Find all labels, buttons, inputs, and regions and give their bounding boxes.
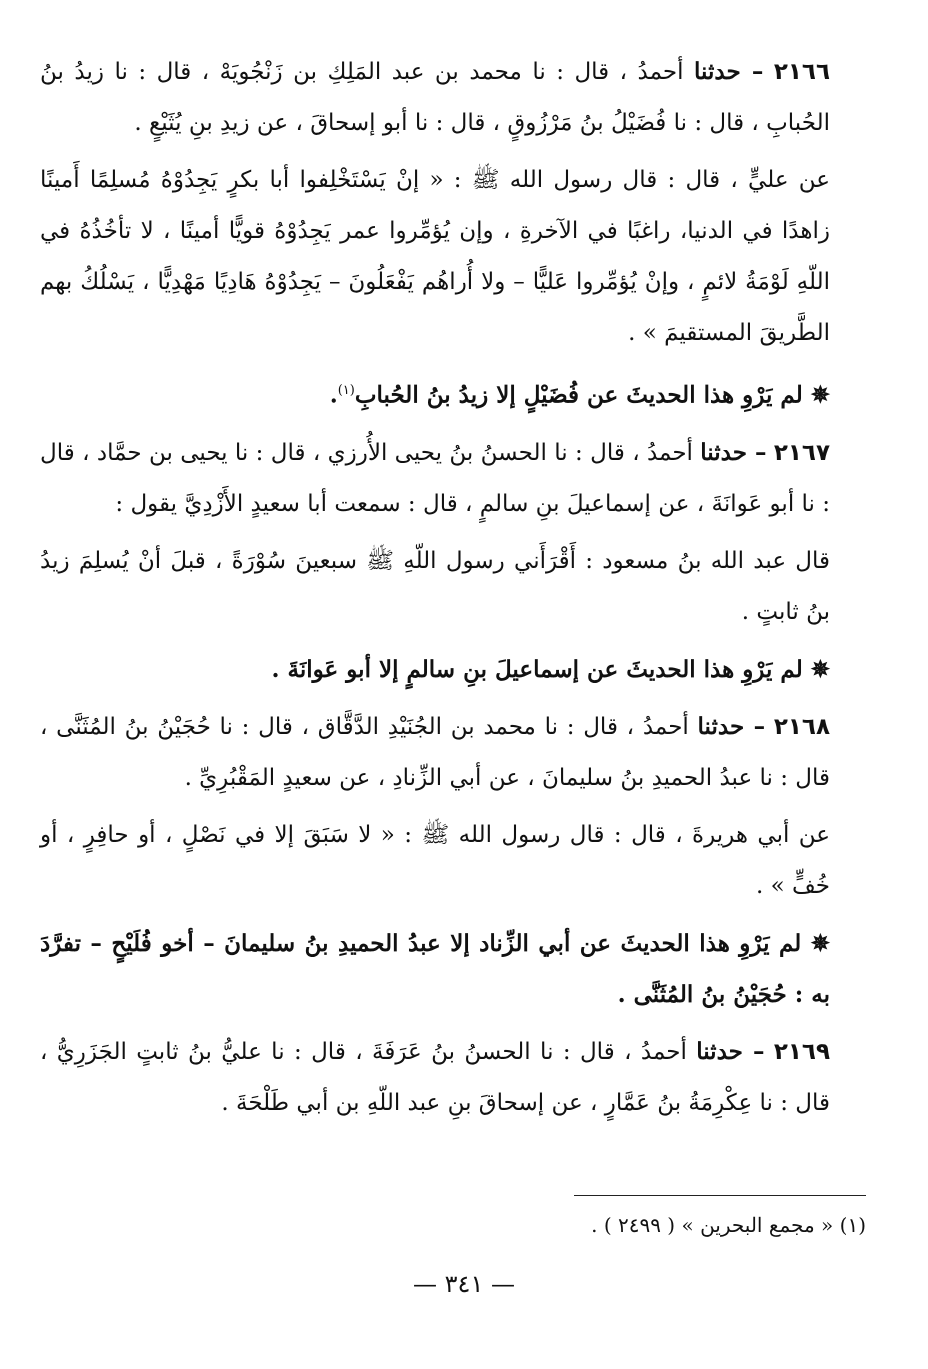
hadith-number: ٢١٦٧ bbox=[773, 439, 830, 466]
note-text: ✵ لم يَرْوِ هذا الحديثَ عن فُضَيْلٍ إلا زيدُ بنُ الحُبابِ bbox=[354, 381, 830, 409]
footnote-ref[interactable]: (١) bbox=[337, 383, 355, 398]
hadith-2166-note bbox=[40, 365, 866, 421]
hadith-2167-note: ✵ لم يَرْوِ هذا الحديثَ عن إسماعيلَ بنِ سالمٍ إلا أبو عَوانَةَ . bbox=[271, 655, 830, 683]
hadith-2169-isnad bbox=[40, 1026, 866, 1129]
hadith-2166-matn: عن عليٍّ ، قال : قال رسول الله ﷺ : « إنْ يَسْتَخْلِفوا أبا بكرٍ يَجِدُوْهُ مُسلِمًا أَمينًا زاهدًا في الدنيا، راغبًا في الآخرةِ ، وإن يُؤمِّروا عمر يَجِدُوْهُ قويًّا أمينًا ، لا تأخُذُهُ في اللّهِ لَوْمَةُ لائمٍ ، وإنْ يُؤمِّروا عَليًّا – ولا أُراهُم يَفْعَلُونَ – يَجِدُوْهُ هَادِيًا مَهْدِيًّا ، يَسْلُكُ بهم الطَّريقَ المستقيمَ » . bbox=[40, 167, 830, 346]
hadith-intro: – حدثنا bbox=[696, 1037, 765, 1065]
hadith-intro: – حدثنا bbox=[694, 58, 764, 85]
note-end: . bbox=[329, 381, 338, 409]
isnad-text: أحمدُ ، قال : نا الحسنُ بنُ يحيى الأُرزي ، قال : نا يحيى بن حمَّاد ، قال : نا أبو عَوانَةَ ، عن إسماعيلَ بنِ سالمٍ ، قال : سمعت أبا سعيدٍ الأَزْدِيَّ يقول : bbox=[40, 439, 830, 517]
hadith-2168-matn: عن أبي هريرةَ ، قال : قال رسول الله ﷺ : « لا سَبَقَ إلا في نَصْلٍ ، أو حافِرٍ ، أو خُفٍّ » . bbox=[40, 821, 830, 899]
hadith-number: ٢١٦٨ bbox=[773, 713, 830, 740]
hadith-intro: – حدثنا bbox=[697, 712, 766, 740]
isnad-text: أحمدُ ، قال : نا الحسنُ بنُ عَرَفَةَ ، قال : نا عليُّ بنُ ثابتٍ الجَزَرِيُّ ، قال : نا عِكْرِمَةُ بنُ عَمَّارٍ ، عن إسحاقَ بنِ عبد اللّهِ بن أبي طَلْحَةَ . bbox=[40, 1038, 830, 1116]
isnad-text: أحمدُ ، قال : نا محمد بن الجُنَيْدِ الدَّقَّاق ، قال : نا حُجَيْنُ بنُ المُثَنَّى ، قال : نا عبدُ الحميدِ بنُ سليمانَ ، عن أبي الزِّنادِ ، عن سعيدٍ المَقْبُرِيِّ . bbox=[40, 713, 830, 791]
hadith-2167-matn: قال عبد الله بنُ مسعود : أَقْرَأَني رسول اللّهِ ﷺ سبعينَ سُوْرَةً ، قبلَ أنْ يُسلِمَ زيدُ بنُ ثابتٍ . bbox=[40, 547, 830, 625]
page-number: — ٣٤١ — bbox=[413, 1270, 515, 1298]
footnote: (١) « مجمع البحرين » ( ٢٤٩٩ ) . bbox=[591, 1213, 866, 1237]
hadith-number: ٢١٦٦ bbox=[773, 59, 830, 85]
hadith-number: ٢١٦٩ bbox=[773, 1038, 830, 1065]
hadith-2166-isnad bbox=[40, 46, 866, 149]
hadith-2168-note: ✵ لم يَرْوِ هذا الحديثَ عن أبي الزِّناد إلا عبدُ الحميدِ بنُ سليمانَ – أخو فُلَيْحٍ – تفرَّدَ به : حُجَيْنُ بنُ المُثَنَّى . bbox=[40, 929, 830, 1008]
hadith-intro: – حدثنا bbox=[700, 438, 767, 466]
hadith-2167-isnad bbox=[40, 427, 866, 530]
footnote-divider bbox=[574, 1195, 866, 1196]
page-body bbox=[40, 46, 866, 1135]
hadith-2168-isnad bbox=[40, 701, 866, 804]
isnad-text: أحمدُ ، قال : نا محمد بن عبد المَلِكِ بن زَنْجُويَهْ ، قال : نا زيدُ بنُ الحُبابِ ، قال : نا فُضَيْلُ بنُ مَرْزُوقٍ ، قال : نا أبو إسحاقَ ، عن زيدِ بنِ يُثَيْعٍ . bbox=[40, 59, 830, 136]
